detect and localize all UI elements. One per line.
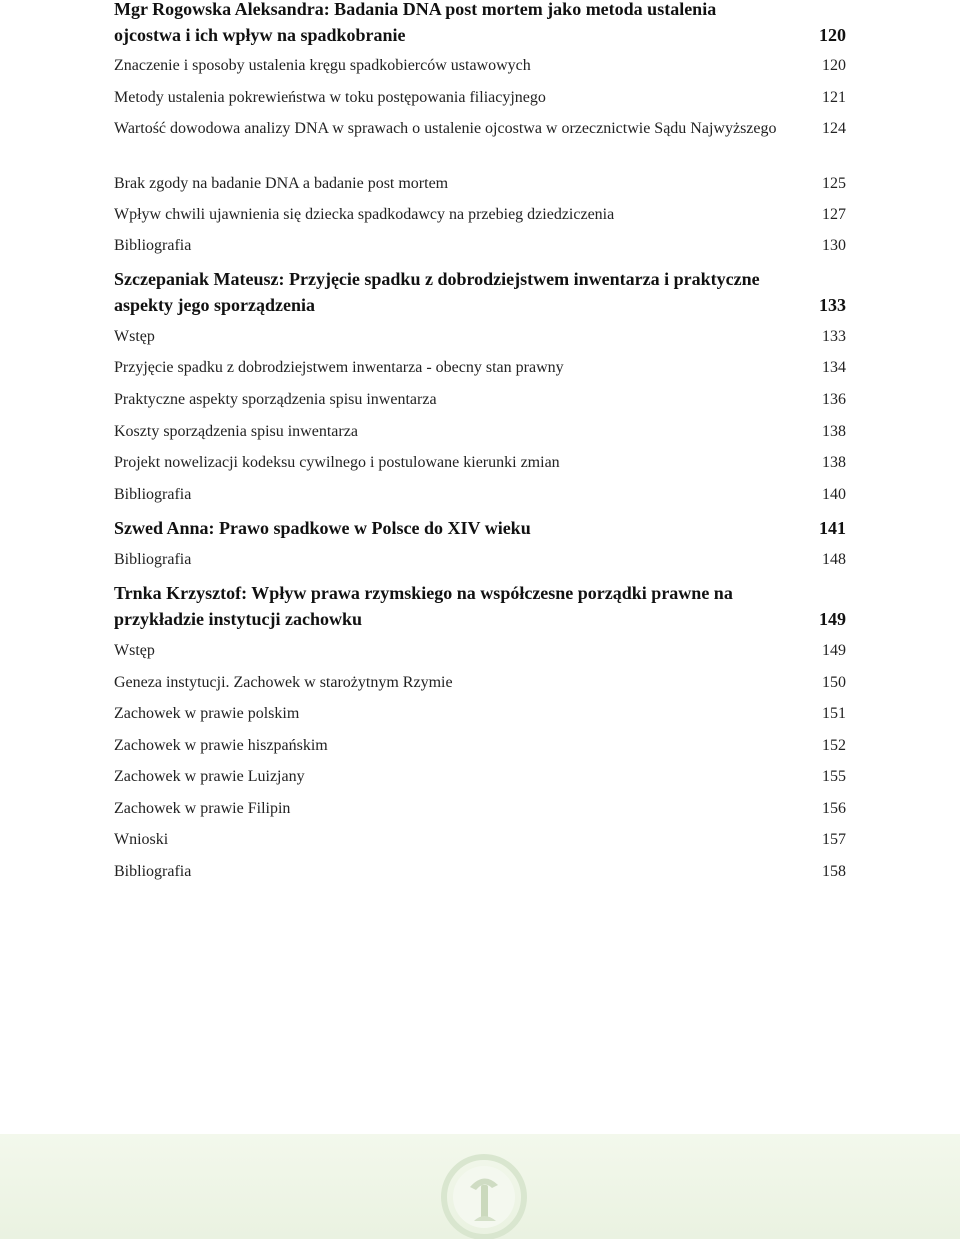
toc-entry-page: 136 xyxy=(822,391,846,408)
toc-chapter-entry[interactable] xyxy=(114,580,846,632)
toc-entry-title: Wstęp xyxy=(114,642,155,659)
toc-section-entry[interactable] xyxy=(114,233,846,259)
toc-entry-page: 120 xyxy=(819,25,846,45)
toc-entry-title: Wstęp xyxy=(114,328,155,345)
toc-entry-page: 149 xyxy=(819,609,846,629)
toc-entry-title: Bibliografia xyxy=(114,863,192,880)
toc-section-entry[interactable] xyxy=(114,53,846,79)
toc-entry-title: Projekt nowelizacji kodeksu cywilnego i postulowane kierunki zmian xyxy=(114,454,560,471)
toc-entry-title: Zachowek w prawie polskim xyxy=(114,705,300,722)
toc-section-entry[interactable] xyxy=(114,324,846,350)
toc-entry-page: 124 xyxy=(822,120,846,137)
toc-entry-page: 141 xyxy=(819,518,846,538)
toc-entry-title: Wartość dowodowa analizy DNA w sprawach o ustalenie ojcostwa w orzecznictwie Sądu Najwyższego xyxy=(114,120,777,137)
toc-entry-page: 120 xyxy=(822,57,846,74)
toc-entry-page: 156 xyxy=(822,800,846,817)
toc-entry-page: 151 xyxy=(822,705,846,722)
toc-entry-page: 149 xyxy=(822,642,846,659)
toc-entry-title: Koszty sporządzenia spisu inwentarza xyxy=(114,423,358,440)
toc-entry-title: Bibliografia xyxy=(114,486,192,503)
toc-entry-page: 152 xyxy=(822,737,846,754)
toc-section-entry[interactable] xyxy=(114,547,846,573)
toc-entry-page: 134 xyxy=(822,359,846,376)
toc-section-entry[interactable] xyxy=(114,670,846,696)
toc-entry-page: 157 xyxy=(822,831,846,848)
toc-section-entry[interactable] xyxy=(114,733,846,759)
toc-entry-page: 125 xyxy=(822,175,846,192)
toc-section-entry[interactable] xyxy=(114,859,846,885)
toc-section-entry[interactable] xyxy=(114,450,846,476)
toc-entry-page: 133 xyxy=(819,295,846,315)
toc-entry-title: Zachowek w prawie Luizjany xyxy=(114,768,305,785)
toc-entry-page: 155 xyxy=(822,768,846,785)
toc-entry-title: Znaczenie i sposoby ustalenia kręgu spadkobierców ustawowych xyxy=(114,57,531,74)
toc-entry-title: Wpływ chwili ujawnienia się dziecka spadkodawcy na przebieg dziedziczenia xyxy=(114,206,615,223)
toc-entry-title: Wnioski xyxy=(114,831,169,848)
toc-section-entry[interactable] xyxy=(114,355,846,381)
toc-section-entry[interactable] xyxy=(114,701,846,727)
toc-section-entry[interactable] xyxy=(114,387,846,413)
toc-section-entry[interactable] xyxy=(114,764,846,790)
toc-entry-page: 138 xyxy=(822,423,846,440)
toc-entry-title: Bibliografia xyxy=(114,237,192,254)
toc-entry-page: 138 xyxy=(822,454,846,471)
toc-chapter-entry[interactable] xyxy=(114,515,846,541)
toc-entry-page: 127 xyxy=(822,206,846,223)
toc-entry-page: 150 xyxy=(822,674,846,691)
toc-entry-title: Szwed Anna: Prawo spadkowe w Polsce do XIV wieku xyxy=(114,518,531,538)
toc-entry-title: Przyjęcie spadku z dobrodziejstwem inwentarza - obecny stan prawny xyxy=(114,359,564,376)
toc-section-entry[interactable] xyxy=(114,482,846,508)
toc-section-entry[interactable] xyxy=(114,116,846,142)
toc-section-entry[interactable] xyxy=(114,827,846,853)
toc-entry-title: Brak zgody na badanie DNA a badanie post mortem xyxy=(114,175,449,192)
toc-chapter-entry[interactable] xyxy=(114,266,846,318)
toc-entry-page: 140 xyxy=(822,486,846,503)
toc-entry-title: Geneza instytucji. Zachowek w starożytnym Rzymie xyxy=(114,674,453,691)
publisher-logo-icon xyxy=(440,1147,528,1239)
toc-entry-page: 158 xyxy=(822,863,846,880)
toc-section-entry[interactable] xyxy=(114,638,846,664)
toc-entry-page: 148 xyxy=(822,551,846,568)
toc-entry-title: Bibliografia xyxy=(114,551,192,568)
toc-section-entry[interactable] xyxy=(114,202,846,228)
toc-entry-title: Zachowek w prawie Filipin xyxy=(114,800,291,817)
toc-entry-title: Mgr Rogowska Aleksandra: Badania DNA post mortem jako metoda ustalenia ojcostwa i ich wpływ na spadkobranie xyxy=(114,0,717,45)
toc-entry-title: Szczepaniak Mateusz: Przyjęcie spadku z dobrodziejstwem inwentarza i praktyczne aspekty jego sporządzenia xyxy=(114,269,760,315)
toc-section-entry[interactable] xyxy=(114,419,846,445)
toc-section-entry[interactable] xyxy=(114,85,846,111)
toc-section-entry[interactable] xyxy=(114,796,846,822)
toc-entry-title: Zachowek w prawie hiszpańskim xyxy=(114,737,328,754)
toc-entry-title: Metody ustalenia pokrewieństwa w toku postępowania filiacyjnego xyxy=(114,89,546,106)
toc-chapter-entry[interactable] xyxy=(114,0,846,48)
toc-entry-page: 133 xyxy=(822,328,846,345)
toc-section-entry[interactable] xyxy=(114,171,846,197)
toc-entry-title: Trnka Krzysztof: Wpływ prawa rzymskiego na współczesne porządki prawne na przykładzie instytucji zachowku xyxy=(114,583,733,629)
toc-entry-page: 121 xyxy=(822,89,846,106)
toc-entry-page: 130 xyxy=(822,237,846,254)
toc-entry-title: Praktyczne aspekty sporządzenia spisu inwentarza xyxy=(114,391,437,408)
